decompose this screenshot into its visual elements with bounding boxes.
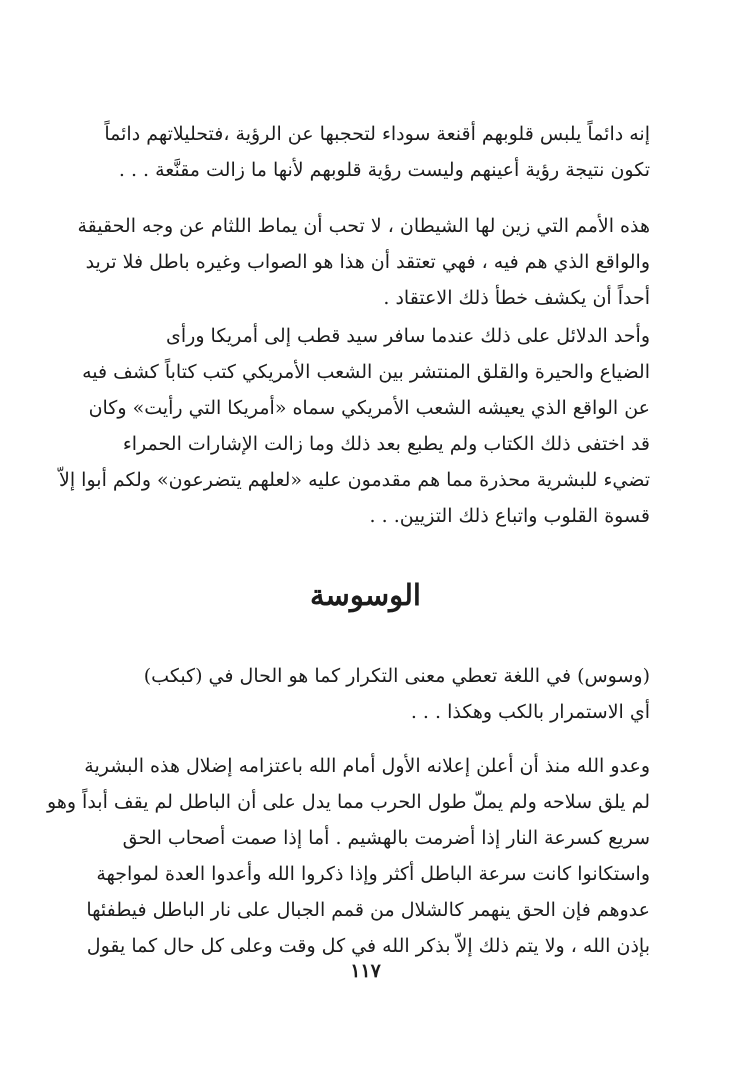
paragraph-5 bbox=[47, 748, 650, 964]
text-line: إنه دائماً يلبس قلوبهم أقنعة سوداء لتحجبها عن الرؤية ،فتحليلاتهم دائماً bbox=[104, 123, 650, 145]
section-heading: الوسوسة bbox=[309, 578, 421, 612]
text-line: تكون نتيجة رؤية أعينهم وليست رؤية قلوبهم لأنها ما زالت مقنَّعة . . . bbox=[118, 159, 650, 181]
text-line: عن الواقع الذي يعيشه الشعب الأمريكي سماه «أمريكا التي رأيت» وكان bbox=[88, 397, 650, 419]
text-line: لم يلق سلاحه ولم يملّ طول الحرب مما يدل على أن الباطل لم يقف أبداً وهو bbox=[47, 791, 650, 813]
text-line: أي الاستمرار بالكب وهكذا . . . bbox=[410, 701, 650, 723]
text-line: بإذن الله ، ولا يتم ذلك إلاّ بذكر الله في كل وقت وعلى كل حال كما يقول bbox=[86, 935, 650, 957]
paragraph-3 bbox=[59, 318, 650, 534]
paragraph-2 bbox=[77, 208, 650, 316]
text-line: واستكانوا كانت سرعة الباطل أكثر وإذا ذكروا الله وأعدوا العدة لمواجهة bbox=[96, 863, 650, 885]
text-line: (وسوس) في اللغة تعطي معنى التكرار كما هو الحال في (كبكب) bbox=[143, 665, 650, 687]
paragraph-4 bbox=[112, 658, 650, 730]
text-line: عدوهم فإن الحق ينهمر كالشلال من قمم الجبال على نار الباطل فيطفئها bbox=[86, 899, 650, 921]
text-line: وعدو الله منذ أن أعلن إعلانه الأول أمام الله باعتزامه إضلال هذه البشرية bbox=[84, 755, 650, 777]
text-line: وأحد الدلائل على ذلك عندما سافر سيد قطب إلى أمريكا ورأى bbox=[166, 325, 650, 347]
page-number: ١١٧ bbox=[350, 960, 381, 982]
paragraph-1 bbox=[104, 116, 650, 188]
text-line: قد اختفى ذلك الكتاب ولم يطبع بعد ذلك وما زالت الإشارات الحمراء bbox=[122, 433, 650, 455]
text-line: سريع كسرعة النار إذا أضرمت بالهشيم . أما إذا صمت أصحاب الحق bbox=[122, 827, 650, 849]
text-line: قسوة القلوب واتباع ذلك التزيين. . . bbox=[369, 505, 650, 527]
text-line: والواقع الذي هم فيه ، فهي تعتقد أن هذا هو الصواب وغيره باطل فلا تريد bbox=[85, 251, 650, 273]
text-line: تضيء للبشرية محذرة مما هم مقدمون عليه «لعلهم يتضرعون» ولكم أبوا إلاّ bbox=[59, 469, 650, 491]
text-line: الضياع والحيرة والقلق المنتشر بين الشعب الأمريكي كتب كتاباً كشف فيه bbox=[82, 361, 650, 383]
text-line: هذه الأمم التي زين لها الشيطان ، لا تحب أن يماط اللثام عن وجه الحقيقة bbox=[77, 215, 650, 237]
text-line: أحداً أن يكشف خطأ ذلك الاعتقاد . bbox=[383, 287, 650, 309]
